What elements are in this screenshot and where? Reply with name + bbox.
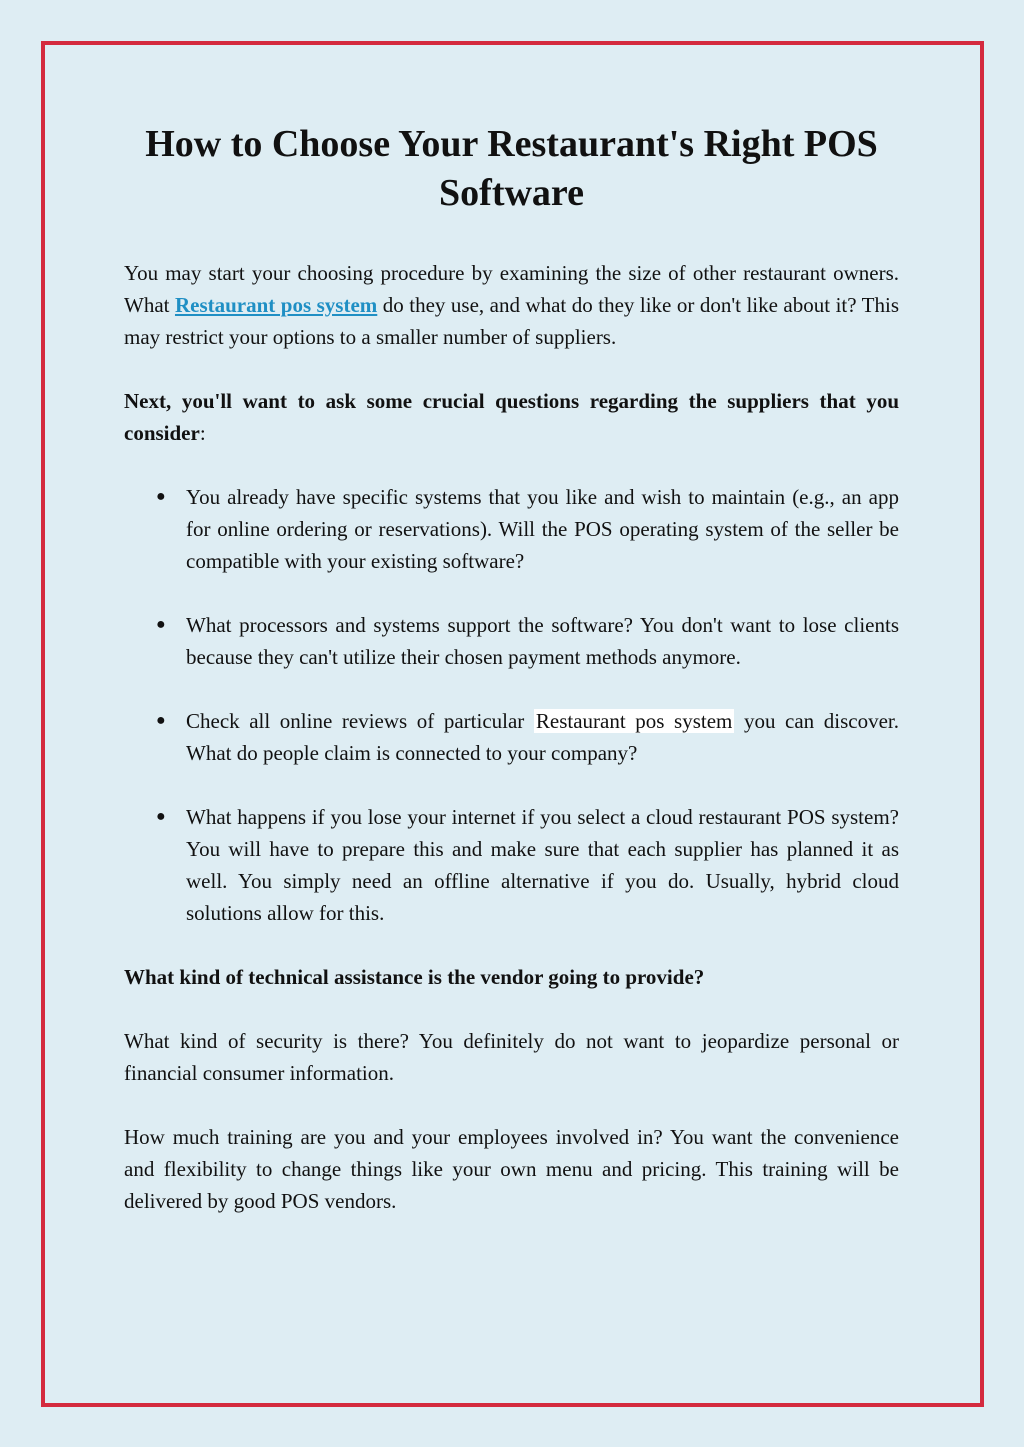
list-item-text: You already have specific systems that you like and wish to maintain (e.g., an app for online ordering or reservations). Will the POS operating system of the seller be compatible with your existing software? [186,485,899,573]
document-body [124,120,899,1217]
list-item-text: What processors and systems support the software? You don't want to lose clients because they can't utilize their chosen payment methods anymore. [186,613,899,669]
highlighted-phrase: Restaurant pos system [535,709,733,733]
questions-heading-text: Next, you'll want to ask some crucial questions regarding the suppliers that you consider [124,389,899,445]
list-item [124,801,899,929]
questions-list [124,481,899,929]
bullet-icon: ● [156,712,166,729]
bullet-icon: ● [156,616,166,633]
list-item-text-before: Check all online reviews of particular [186,709,534,733]
document-title: How to Choose Your Restaurant's Right POS Software [145,123,878,214]
bullet-icon: ● [156,808,166,825]
intro-text-after: do they use, and what do they like or don't like about it? This may restrict your options to a smaller number of suppliers. [124,293,900,349]
security-paragraph: What kind of security is there? You definitely do not want to jeopardize personal or financial consumer information. [124,1029,899,1085]
intro-paragraph [124,257,899,353]
list-item [124,705,899,769]
list-item-text-after: you can discover. What do people claim is connected to your company? [186,709,900,765]
questions-heading-colon: : [199,421,206,445]
list-item-text: What happens if you lose your internet if you select a cloud restaurant POS system? You will have to prepare this and make sure that each supplier has planned it as well. You simply need an offline alternative if you do. Usually, hybrid cloud solutions allow for this. [186,805,899,925]
bullet-icon: ● [156,488,166,505]
support-heading: What kind of technical assistance is the vendor going to provide? [124,965,705,989]
intro-text-before: You may start your choosing procedure by examining the size of other restaurant owners. What [124,261,899,317]
list-item [124,481,899,577]
list-item [124,609,899,673]
questions-heading [124,385,899,449]
training-paragraph: How much training are you and your employees involved in? You want the convenience and flexibility to change things like your own menu and pricing. This training will be delivered by good POS vendors. [124,1125,899,1213]
restaurant-pos-system-link[interactable]: Restaurant pos system [174,293,378,317]
